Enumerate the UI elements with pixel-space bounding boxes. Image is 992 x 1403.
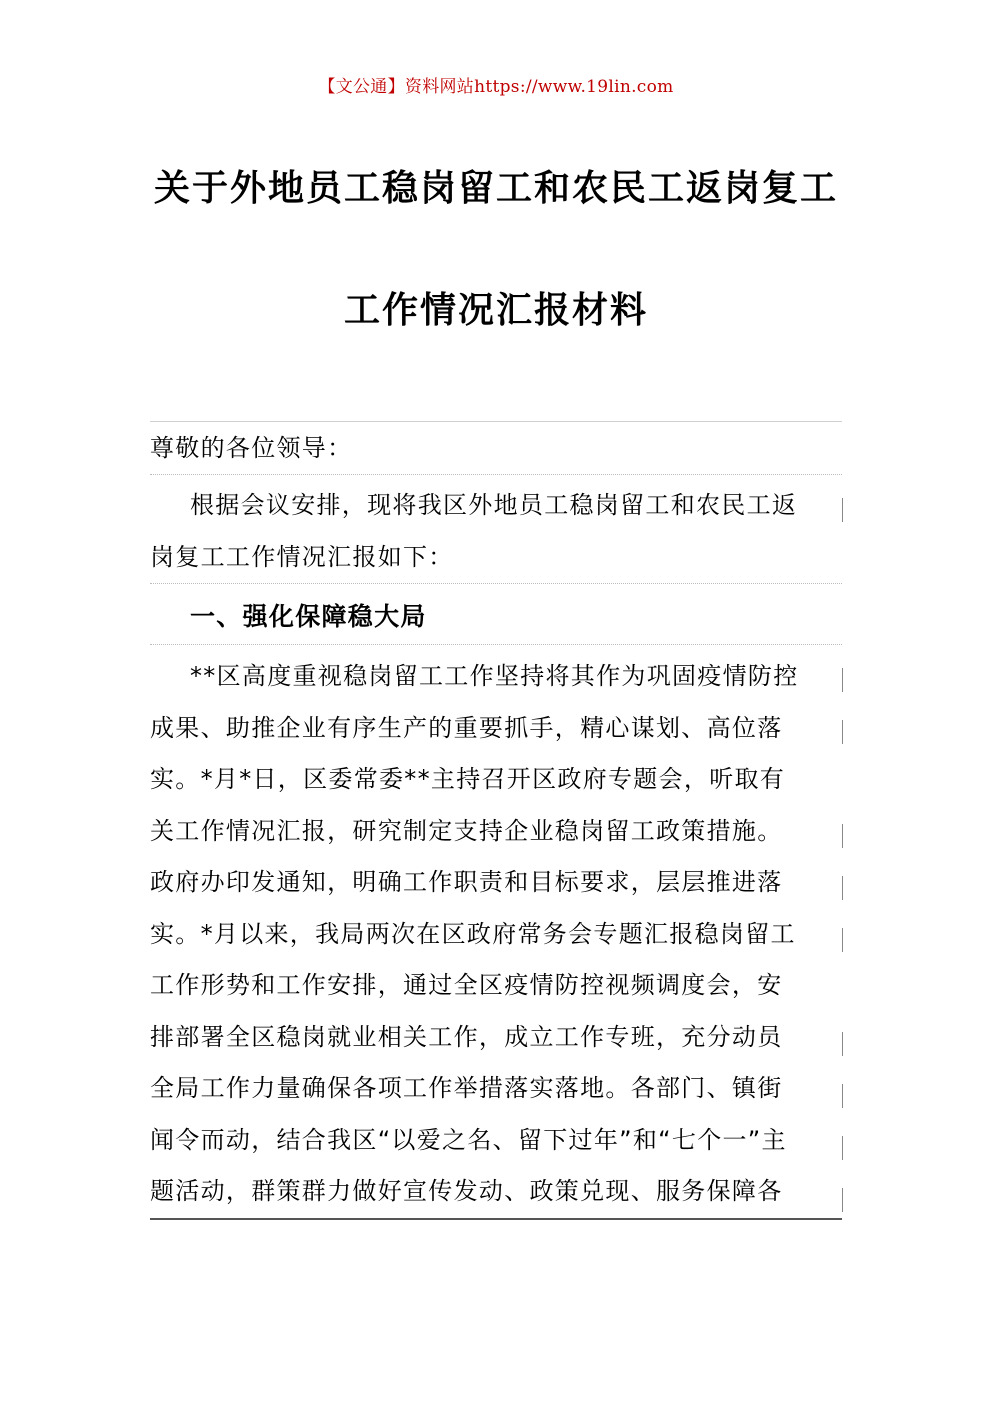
paragraph-line: 全局工作力量确保各项工作举措落实落地。各部门、镇街 [150, 1074, 783, 1103]
document-body [150, 421, 842, 1220]
paragraph-line: 排部署全区稳岗就业相关工作，成立工作专班，充分动员 [150, 1022, 783, 1051]
line-end-marker [842, 1188, 843, 1212]
intro-line: 根据会议安排，现将我区外地员工稳岗留工和农民工返 [190, 491, 798, 519]
section-1-paragraph [150, 645, 842, 1220]
site-banner: 【文公通】资料网站https://www.19lin.com [318, 77, 674, 97]
paragraph-line: 成果、助推企业有序生产的重要抓手，精心谋划、高位落 [150, 713, 783, 742]
line-end-marker [842, 928, 843, 952]
intro-line: 岗复工工作情况汇报如下： [150, 543, 454, 572]
line-end-marker [842, 1136, 843, 1160]
paragraph-line: 题活动，群策群力做好宣传发动、政策兑现、服务保障各 [150, 1177, 783, 1206]
section-heading: 一、强化保障稳大局 [150, 584, 842, 645]
paragraph-line: 工作形势和工作安排，通过全区疫情防控视频调度会，安 [150, 971, 783, 1000]
paragraph-line: **区高度重视稳岗留工工作坚持将其作为巩固疫情防控 [190, 662, 799, 691]
intro-paragraph [150, 475, 842, 584]
paragraph-line: 关工作情况汇报，研究制定支持企业稳岗留工政策措施。 [150, 816, 783, 845]
line-end-marker [842, 1084, 843, 1108]
line-end-marker [842, 668, 843, 692]
line-end-marker [842, 876, 843, 900]
paragraph-line: 实。*月以来，我局两次在区政府常务会专题汇报稳岗留工 [150, 919, 796, 948]
document-title-line-1: 关于外地员工稳岗留工和农民工返岗复工 [153, 167, 838, 209]
line-end-marker [842, 498, 843, 522]
paragraph-line: 政府办印发通知，明确工作职责和目标要求，层层推进落 [150, 868, 783, 897]
salutation: 尊敬的各位领导： [150, 422, 842, 475]
paragraph-line: 实。*月*日，区委常委**主持召开区政府专题会，听取有 [150, 765, 786, 794]
line-end-marker [842, 824, 843, 848]
document-title-line-2: 工作情况汇报材料 [343, 289, 648, 331]
line-end-marker [842, 1032, 843, 1056]
line-end-marker [842, 720, 843, 744]
paragraph-line: 闻令而动，结合我区“以爱之名、留下过年”和“七个一”主 [150, 1125, 787, 1154]
